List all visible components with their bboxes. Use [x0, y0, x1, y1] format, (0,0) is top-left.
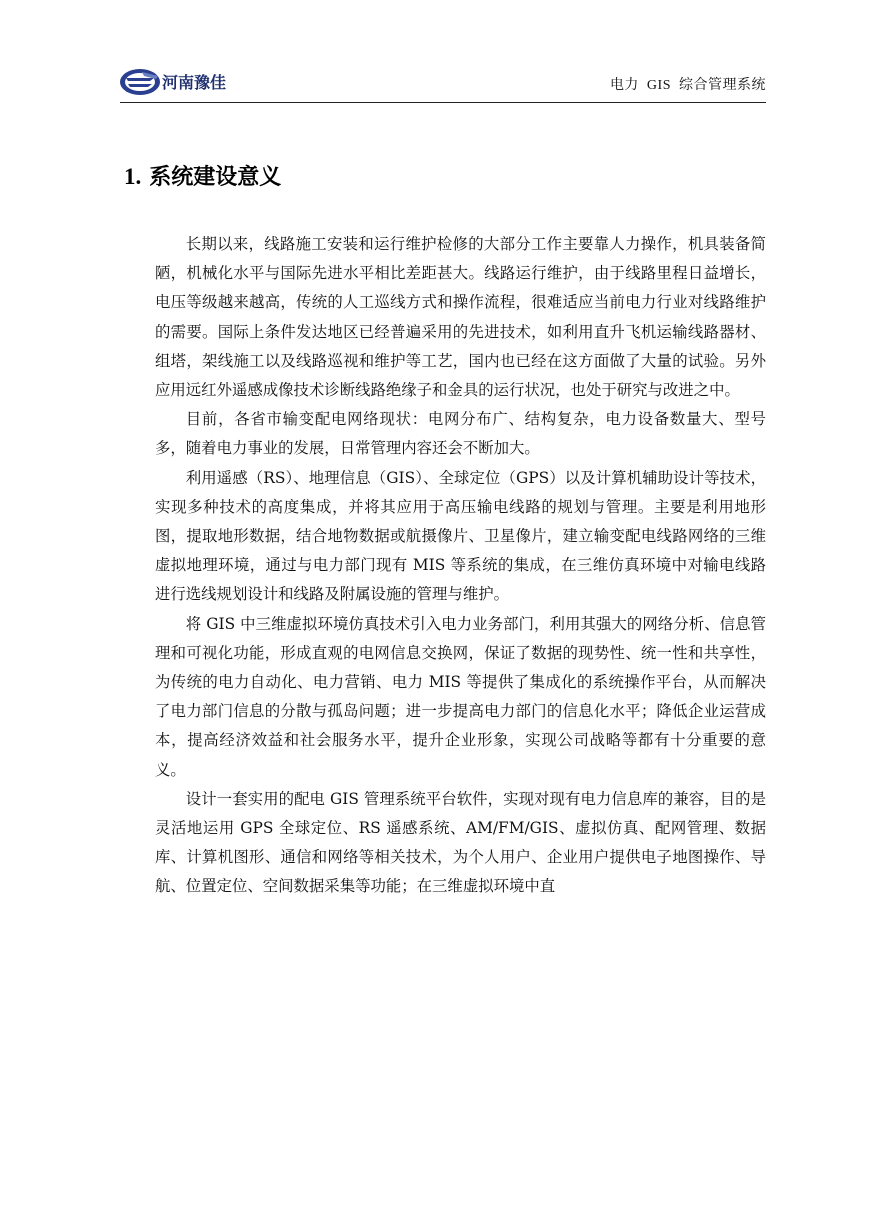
paragraph: 目前，各省市输变配电网络现状：电网分布广、结构复杂，电力设备数量大、型号多，随着电力事业的发展，日常管理内容还会不断加大。 — [155, 410, 766, 458]
header-divider — [120, 102, 766, 103]
paragraph: 利用遥感（RS）、地理信息（GIS）、全球定位（GPS）以及计算机辅助设计等技术，实现多种技术的高度集成，并将其应用于高压输电线路的规划与管理。主要是利用地形图，提取地形数据，结合地物数据或航摄像片、卫星像片，建立输变配电线路网络的三维虚拟地理环境，通过与电力部门现有 MIS 等系统的集成，在三维仿真环境中对输电线路进行选线规划设计和线路及附属设施的管理与维护。 — [155, 468, 766, 604]
page-header — [120, 62, 766, 102]
section-number: 1. — [124, 164, 142, 189]
paragraph: 将 GIS 中三维虚拟环境仿真技术引入电力业务部门，利用其强大的网络分析、信息管理和可视化功能，形成直观的电网信息交换网，保证了数据的现势性、统一性和共享性，为传统的电力自动化、电力营销、电力 MIS 等提供了集成化的系统操作平台，从而解决了电力部门信息的分散与孤岛问题；进一步提高电力部门的信息化水平；降低企业运营成本，提高经济效益和社会服务水平，提升企业形象，实现公司战略等都有十分重要的意义。 — [155, 614, 766, 779]
paragraph: 长期以来，线路施工安装和运行维护检修的大部分工作主要靠人力操作，机具装备简陋，机械化水平与国际先进水平相比差距甚大。线路运行维护，由于线路里程日益增长，电压等级越来越高，传统的人工巡线方式和操作流程，很难适应当前电力行业对线路维护的需要。国际上条件发达地区已经普遍采用的先进技术，如利用直升飞机运输线路器材、组塔，架线施工以及线路巡视和维护等工艺，国内也已经在这方面做了大量的试验。另外应用远红外遥感成像技术诊断线路绝缘子和金具的运行状况，也处于研究与改进之中。 — [155, 235, 766, 400]
body-text — [155, 230, 766, 902]
section-title: 系统建设意义 — [149, 165, 282, 190]
company-logo — [120, 64, 232, 100]
system-name: 电力 GIS 综合管理系统 — [609, 78, 766, 93]
logo-emblem-icon — [120, 64, 164, 100]
paragraph: 设计一套实用的配电 GIS 管理系统平台软件，实现对现有电力信息库的兼容，目的是灵活地运用 GPS 全球定位、RS 遥感系统、AM/FM/GIS、虚拟仿真、配网管理、数据库、计算机图形、通信和网络等相关技术，为个人用户、企业用户提供电子地图操作、导航、位置定位、空间数据采集等功能；在三维虚拟环境中直 — [155, 789, 766, 896]
section-heading — [124, 160, 281, 191]
logo-text: 河南豫佳 — [162, 73, 227, 92]
